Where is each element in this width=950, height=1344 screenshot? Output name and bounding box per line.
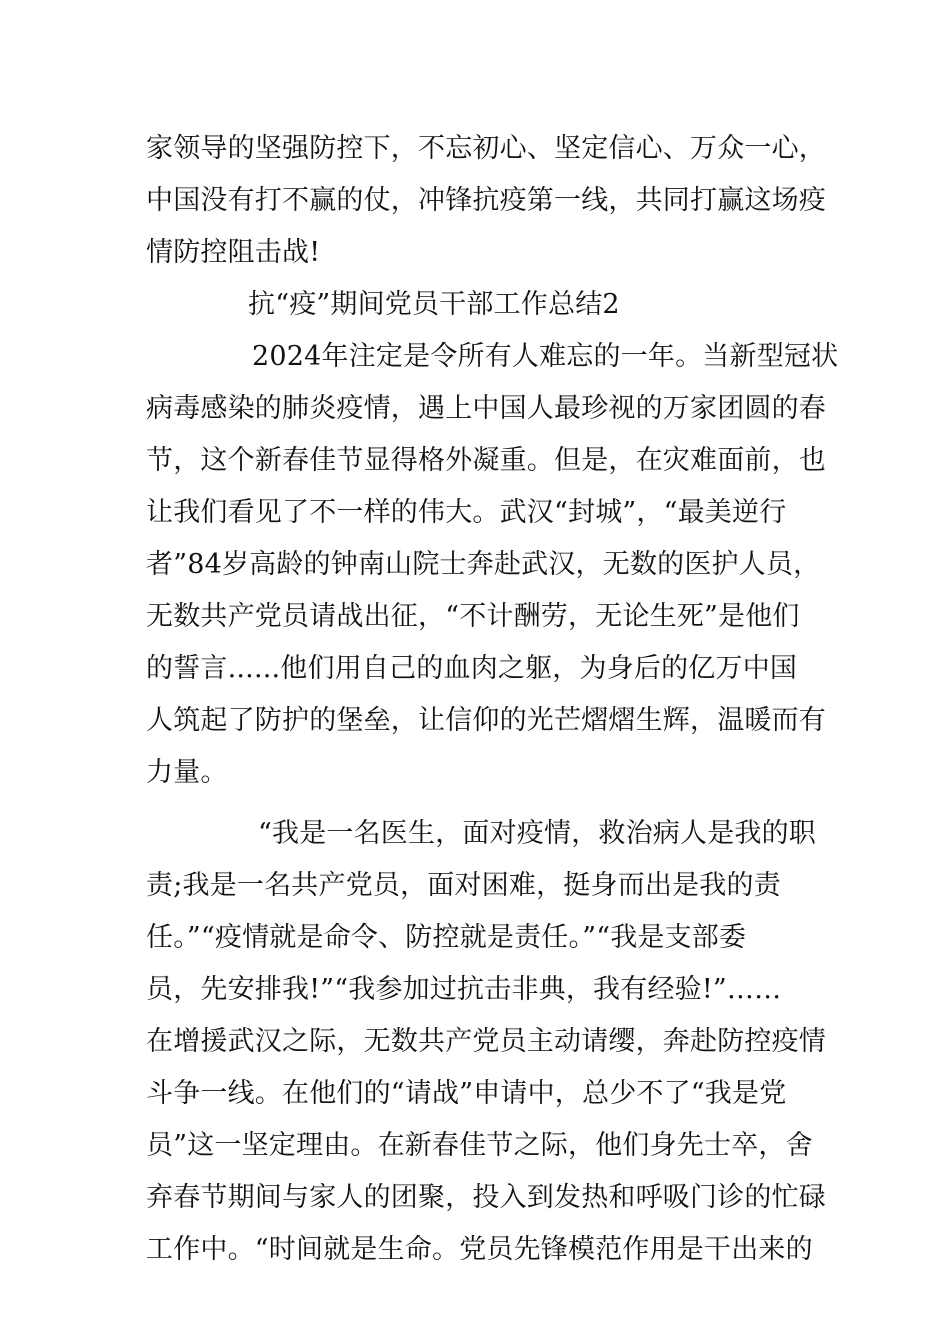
section-title: 抗“疫”期间党员干部工作总结2 — [248, 289, 620, 320]
paragraph-line: 2024年注定是令所有人难忘的一年。当新型冠状 — [252, 341, 839, 372]
paragraph-line: 在增援武汉之际，无数共产党员主动请缨，奔赴防控疫情 — [146, 1026, 826, 1057]
text-line: 情防控阻击战! — [146, 237, 321, 268]
text-line: 中国没有打不赢的仗，冲锋抗疫第一线，共同打赢这场疫 — [146, 185, 826, 216]
paragraph-line: 人筑起了防护的堡垒，让信仰的光芒熠熠生辉，温暖而有 — [146, 705, 826, 736]
paragraph-line: 工作中。“时间就是生命。党员先锋模范作用是干出来的 — [146, 1234, 813, 1265]
paragraph-line: 的誓言......他们用自己的血肉之躯，为身后的亿万中国 — [146, 653, 798, 684]
paragraph-line: 让我们看见了不一样的伟大。武汉“封城”，“最美逆行 — [146, 497, 787, 528]
paragraph-line: “我是一名医生，面对疫情，救治病人是我的职 — [258, 818, 817, 849]
paragraph-line: 员，先安排我!”“我参加过抗击非典，我有经验!”…… — [146, 974, 782, 1005]
paragraph-line: 员”这一坚定理由。在新春佳节之际，他们身先士卒，舍 — [146, 1130, 813, 1161]
paragraph-line: 弃春节期间与家人的团聚，投入到发热和呼吸门诊的忙碌 — [146, 1182, 826, 1213]
paragraph-line: 力量。 — [146, 757, 228, 788]
paragraph-line: 病毒感染的肺炎疫情，遇上中国人最珍视的万家团圆的春 — [146, 393, 826, 424]
paragraph-line: 责;我是一名共产党员，面对困难，挺身而出是我的责 — [146, 870, 781, 901]
paragraph-line: 者”84岁高龄的钟南山院士奔赴武汉，无数的医护人员， — [146, 549, 821, 580]
paragraph-line: 无数共产党员请战出征，“不计酬劳，无论生死”是他们 — [146, 601, 800, 632]
paragraph-line: 节，这个新春佳节显得格外凝重。但是，在灾难面前，也 — [146, 445, 826, 476]
text-line: 家领导的坚强防控下，不忘初心、坚定信心、万众一心， — [146, 133, 826, 164]
paragraph-line: 任。”“疫情就是命令、防控就是责任。”“我是支部委 — [146, 922, 747, 953]
paragraph-line: 斗争一线。在他们的“请战”申请中，总少不了“我是党 — [146, 1078, 787, 1109]
